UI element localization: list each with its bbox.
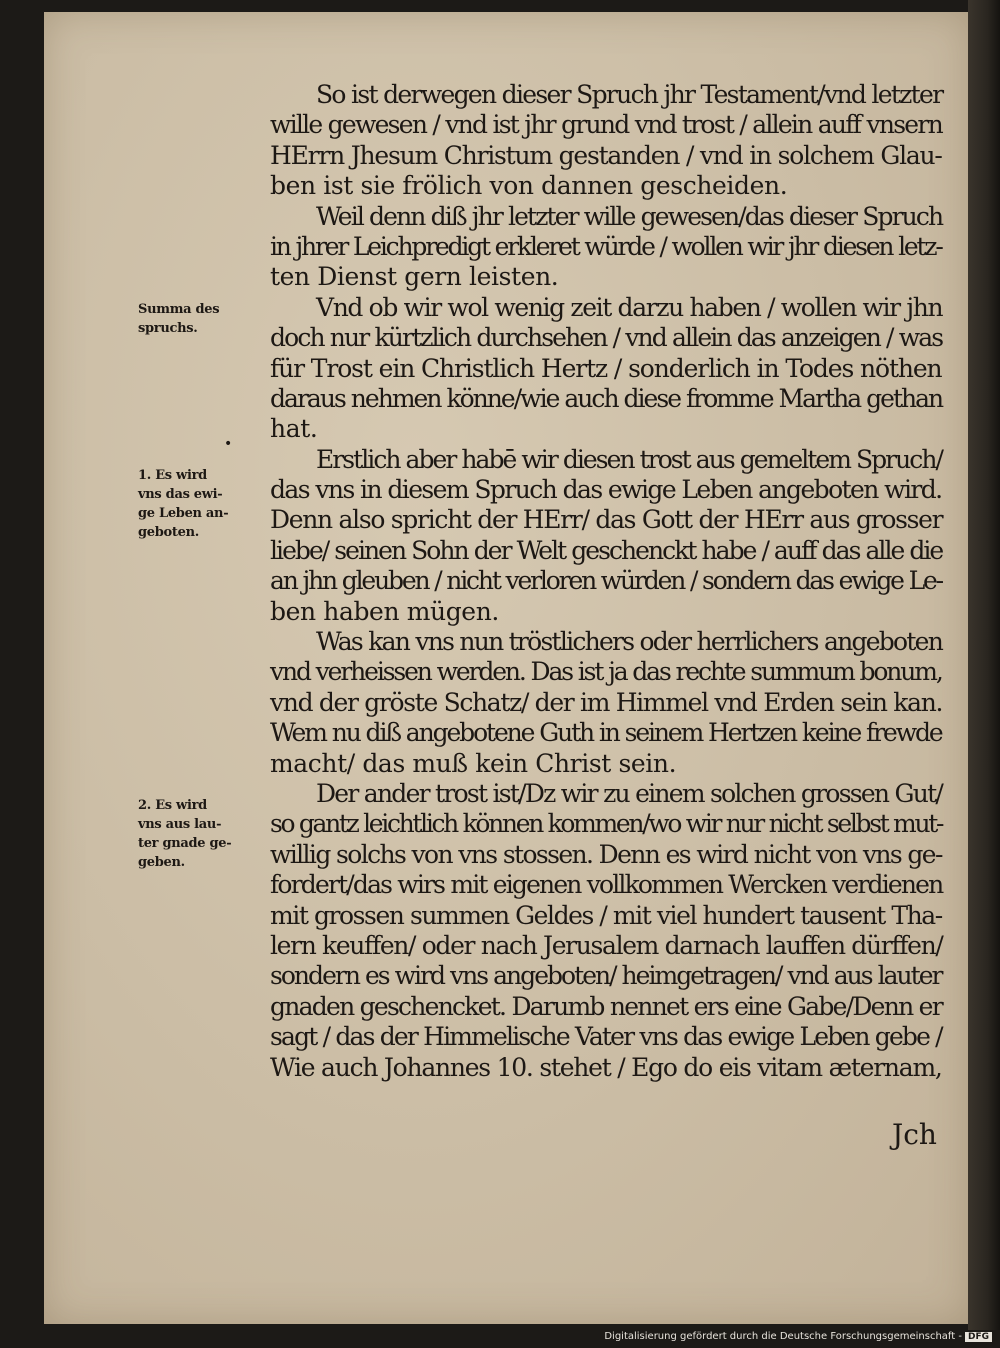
text-line: liebe/ seinen Sohn der Welt geschenckt habe / auff das alle die: [270, 535, 943, 565]
margin-note-line: vns aus lau-: [138, 817, 222, 832]
text-line: Der ander trost ist/Dz wir zu einem solchen grossen Gut/: [316, 778, 943, 808]
margin-note-line: ge Leben an-: [138, 506, 229, 521]
text-line: an jhn gleuben / nicht verloren würden / sondern das ewige Le-: [270, 566, 942, 596]
margin-note-line: Summa des: [138, 302, 220, 317]
margin-note-line: geboten.: [138, 525, 199, 540]
text-line: Was kan vns nun tröstlichers oder herrlichers angeboten: [316, 627, 943, 657]
text-line: das vns in diesem Spruch das ewige Leben angeboten wird.: [270, 475, 942, 505]
text-line: Vnd ob wir wol wenig zeit darzu haben / wollen wir jhn: [316, 292, 943, 322]
main-text-block: [270, 80, 942, 1083]
margin-note-line: geben.: [138, 855, 185, 870]
text-line: Erstlich aber habē wir diesen trost aus gemeltem Spruch/: [316, 444, 942, 474]
text-line: gnaden geschencket. Darumb nennet ers eine Gabe/Denn er: [270, 991, 942, 1021]
book-spine-edge: [968, 0, 1000, 1330]
text-line: ben haben mügen.: [270, 596, 499, 626]
text-line: vnd der gröste Schatz/ der im Himmel vnd Erden sein kan.: [270, 687, 943, 717]
text-line: HErrn Jhesum Christum gestanden / vnd in solchem Glau-: [270, 140, 942, 170]
text-line: daraus nehmen könne/wie auch diese fromme Martha gethan: [270, 383, 943, 413]
text-line: hat.: [270, 414, 318, 444]
text-line: sondern es wird vns angeboten/ heimgetragen/ vnd aus lauter: [270, 961, 942, 991]
footer-text: Digitalisierung gefördert durch die Deutsche Forschungsgemeinschaft -: [604, 1331, 962, 1342]
text-line: So ist derwegen dieser Spruch jhr Testament/vnd letzter: [316, 80, 943, 109]
text-line: Wie auch Johannes 10. stehet / Ego do eis vitam æternam,: [270, 1052, 942, 1082]
text-line: ten Dienst gern leisten.: [270, 262, 559, 292]
text-line: Denn also spricht der HErr/ das Gott der HErr aus grosser: [270, 505, 943, 535]
text-line: willig solchs von vns stossen. Denn es wird nicht von vns ge-: [270, 839, 942, 869]
text-line: Wem nu diß angebotene Guth in seinem Hertzen keine frewde: [270, 718, 942, 748]
margin-note-line: vns das ewi-: [138, 487, 223, 502]
text-line: so gantz leichtlich können kommen/wo wir nur nicht selbst mut-: [270, 809, 943, 839]
text-line: vnd verheissen werden. Das ist ja das rechte summum bonum,: [270, 657, 942, 687]
text-line: für Trost ein Christlich Hertz / sonderlich in Todes nöthen: [270, 353, 942, 383]
margin-note-summa: [138, 300, 266, 338]
text-line: ben ist sie frölich von dannen gescheiden.: [270, 171, 788, 201]
text-line: sagt / das der Himmelische Vater vns das ewige Leben gebe /: [270, 1022, 942, 1052]
margin-note-line: spruchs.: [138, 321, 198, 336]
dfg-logo: DFG: [965, 1332, 992, 1342]
bullet-mark: •: [224, 436, 233, 452]
text-line: wille gewesen / vnd ist jhr grund vnd trost / allein auff vnsern: [270, 110, 942, 140]
text-line: Weil denn diß jhr letzter wille gewesen/das dieser Spruch: [316, 201, 943, 231]
margin-note-second-comfort: [138, 796, 266, 872]
footer-credit: [604, 1331, 992, 1342]
text-line: mit grossen summen Geldes / mit viel hundert tausent Tha-: [270, 900, 942, 930]
text-line: doch nur kürtzlich durchsehen / vnd allein das anzeigen / was: [270, 323, 943, 353]
text-line: macht/ das muß kein Christ sein.: [270, 748, 677, 778]
margin-note-line: ter gnade ge-: [138, 836, 232, 851]
text-line: lern keuffen/ oder nach Jerusalem darnach lauffen dürffen/: [270, 930, 943, 960]
margin-note-line: 1. Es wird: [138, 468, 207, 483]
margin-note-line: 2. Es wird: [138, 798, 207, 813]
catchword: Jch: [892, 1118, 937, 1151]
text-line: fordert/das wirs mit eigenen vollkommen Wercken verdienen: [270, 870, 943, 900]
margin-note-first-comfort: [138, 466, 266, 542]
text-line: in jhrer Leichpredigt erkleret würde / wollen wir jhr diesen letz-: [270, 231, 942, 261]
